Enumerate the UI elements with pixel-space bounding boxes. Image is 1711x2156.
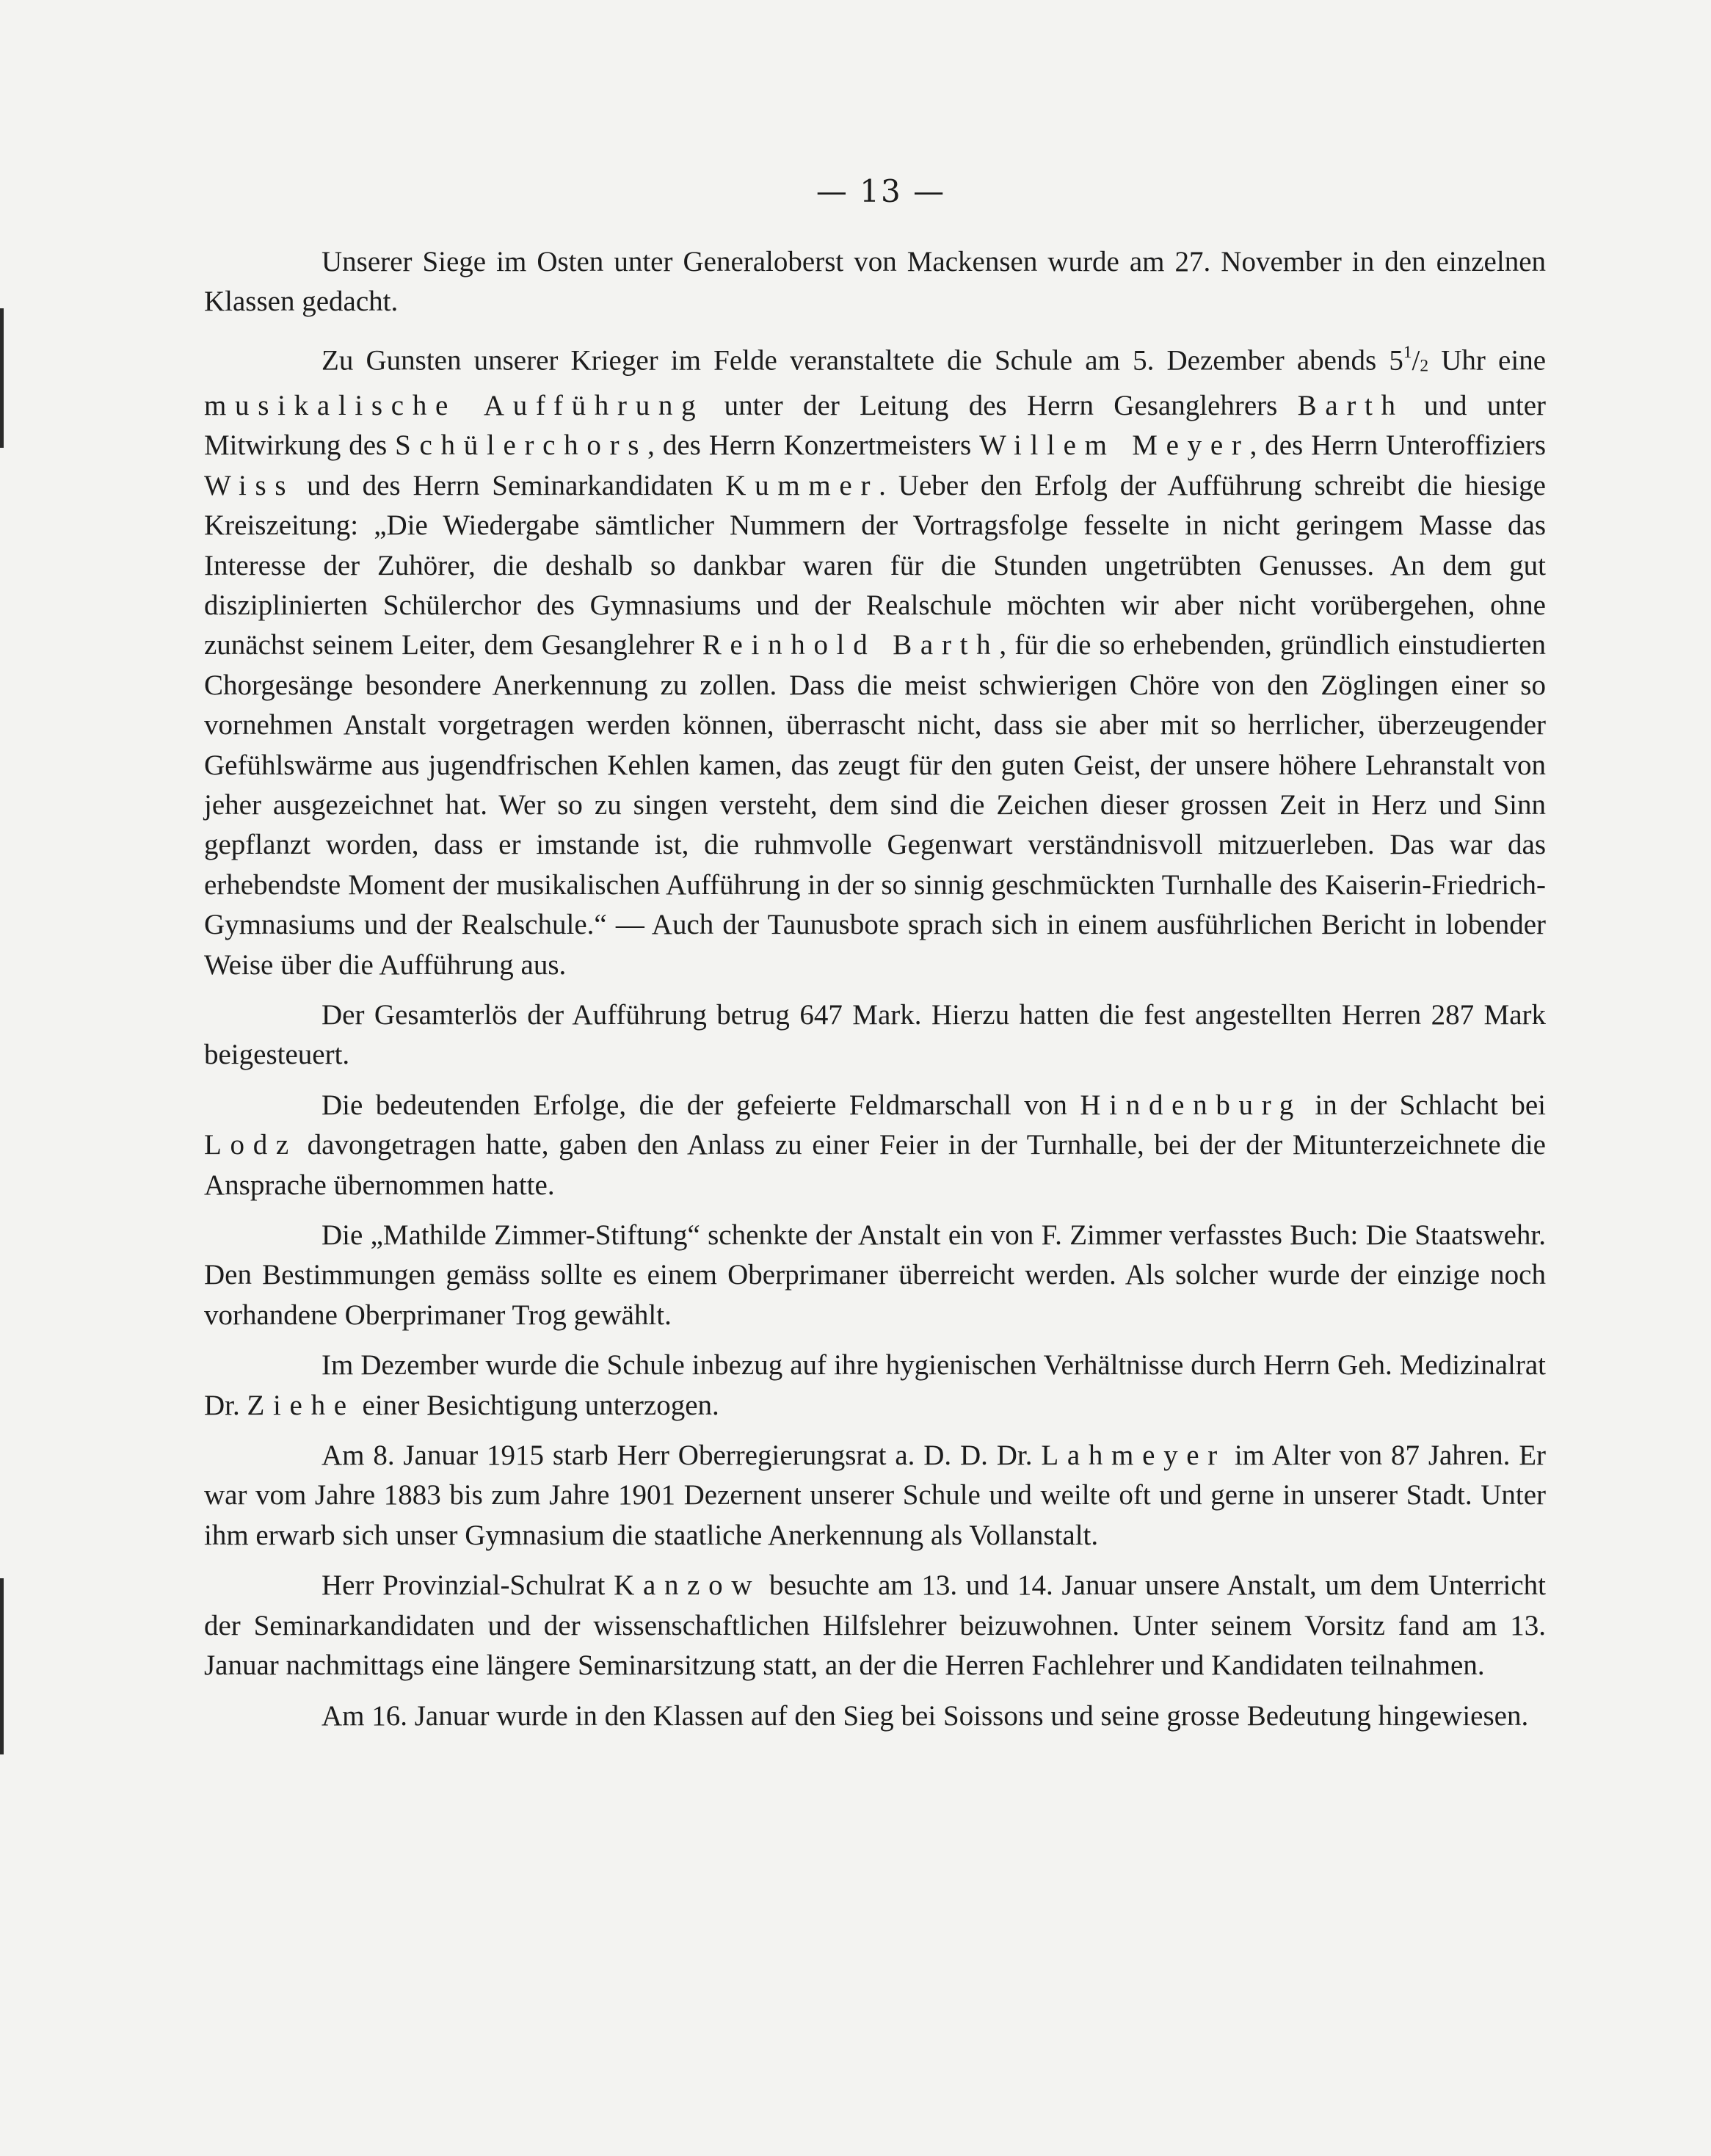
text-run: Der Gesamterlös der Aufführung betrug 647 Mark. Hierzu hatten die fest angestellten Herren 287 Mark beigesteuert. xyxy=(204,999,1546,1071)
paragraph xyxy=(204,1346,1546,1426)
fraction-denominator: 2 xyxy=(1420,356,1429,376)
text-run: Die bedeutenden Erfolge, die der gefeierte Feldmarschall von xyxy=(322,1089,1080,1121)
text-run: im Alter von 87 Jahren. Er war vom Jahre 1883 bis zum Jahre 1901 Dezernent unserer Schule und weilte oft und gerne in unserer Stadt. Unter ihm erwarb sich unser Gymnasium die staatliche Anerkennung als Vollanstalt. xyxy=(204,1440,1546,1551)
text-run: Am 16. Januar wurde in den Klassen auf den Sieg bei Soissons und seine grosse Bedeutung hingewiesen. xyxy=(322,1699,1529,1732)
text-run: Uhr eine xyxy=(1428,344,1547,377)
paragraph xyxy=(204,242,1546,322)
paragraph xyxy=(204,1086,1546,1205)
binding-mark xyxy=(0,1578,4,1754)
binding-mark xyxy=(0,308,4,448)
text-run: , für die so erhebenden, gründlich einstudierten Chorgesänge besondere Anerkennung zu zollen. Dass die meist schwierigen Chöre von den Zöglingen einer so vornehmen Anstalt vorgetragen werden können, überrascht nicht, dass sie aber mit so herrlicher, überzeugender Gefühlswärme aus jugendfrischen Kehlen kamen, das zeugt für den guten Geist, der unsere höhere Lehranstalt von jeher ausgezeichnet hat. Wer so zu singen versteht, dem sind die Zeichen dieser grossen Zeit in Herz und Sinn gepflanzt worden, dass er imstande ist, die ruhmvolle Gegenwart verständnisvoll mitzuerleben. Das war das erhebendste Moment der musikalischen Aufführung in der so sinnig geschmückten Turnhalle des Kaiserin-Friedrich-Gymnasiums und der Realschule.“ — Auch der Taunusbote sprach sich in einem ausführlichen Bericht in lobender Weise über die Aufführung aus. xyxy=(204,629,1546,981)
emphasized-name: Willem Meyer xyxy=(979,429,1250,462)
text-run: Die „Mathilde Zimmer-Stiftung“ schenkte der Anstalt ein von F. Zimmer verfasstes Buch: Die Staatswehr. Den Bestimmungen gemäss sollte es einem Oberprimaner überreicht werden. Als solcher wurde der einzige noch vorhandene Oberprimaner Trog gewählt. xyxy=(204,1219,1546,1331)
emphasized-name: Wiss xyxy=(204,469,295,501)
text-run: einer Besichtigung unterzogen. xyxy=(355,1389,719,1421)
paragraph xyxy=(204,1216,1546,1335)
page-number: — 13 — xyxy=(815,173,946,209)
text-run: davongetragen hatte, gaben den Anlass zu einer Feier in der Turnhalle, bei der der Mitunterzeichnete die Ansprache übernommen hatte. xyxy=(204,1129,1546,1201)
emphasized-name: Schülerchors xyxy=(395,429,648,462)
emphasized-name: Kummer xyxy=(725,469,879,501)
text-run: Im Dezember wurde die Schule inbezug auf ihre hygienischen Verhältnisse durch Herrn Geh. Medizinalrat Dr. xyxy=(204,1349,1546,1421)
emphasized-name: Reinhold Barth xyxy=(702,629,1000,661)
emphasized-name: Ziehe xyxy=(247,1389,355,1421)
paragraph xyxy=(204,333,1546,985)
paragraph xyxy=(204,1436,1546,1556)
text-run: , des Herrn Unteroffiziers xyxy=(1249,429,1546,462)
text-run: , des Herrn Konzertmeisters xyxy=(647,429,980,462)
emphasized-name: Barth xyxy=(1297,389,1404,421)
emphasized-name: Kanzow xyxy=(614,1569,761,1602)
paragraph xyxy=(204,995,1546,1075)
text-run: besuchte am 13. und 14. Januar unsere Anstalt, um dem Unterricht der Seminarkandidaten und der wissenschaftlichen Hilfslehrer beizuwohnen. Unter seinem Vorsitz fand am 13. Januar nachmittags eine längere Seminarsitzung statt, an der die Herren Fachlehrer und Kandidaten teilnahmen. xyxy=(204,1569,1546,1682)
text-run: Am 8. Januar 1915 starb Herr Oberregierungsrat a. D. D. Dr. xyxy=(322,1440,1042,1472)
text-run: und unter Mitwirkung des xyxy=(204,389,1546,462)
paragraph xyxy=(204,1696,1546,1736)
text-run: Zu Gunsten unserer Krieger im Felde veranstaltete die Schule am 5. Dezember abends 5 xyxy=(322,344,1403,377)
text-run: und des Herrn Seminarkandidaten xyxy=(294,469,726,501)
text-run: . Ueber den Erfolg der Aufführung schreibt die hiesige Kreiszeitung: „Die Wiedergabe sämtlicher Nummern der Vortragsfolge fesselte in nicht geringem Masse das Interesse der Zuhörer, die deshalb so dankbar waren für die Stunden ungetrübten Genusses. An dem gut disziplinierten Schülerchor des Gymnasiums und der Realschule möchten wir aber nicht vorübergehen, ohne zunächst seinem Leiter, dem Gesanglehrer xyxy=(204,469,1546,661)
text-run: Herr Provinzial-Schulrat xyxy=(322,1569,614,1602)
document-body xyxy=(204,242,1546,1746)
emphasized-name: Hindenburg xyxy=(1080,1089,1302,1121)
emphasized-name: Lahmeyer xyxy=(1041,1440,1226,1472)
text-run: in der Schlacht bei xyxy=(1301,1089,1547,1121)
text-run: Unserer Siege im Osten unter Generaloberst von Mackensen wurde am 27. November in den einzelnen Klassen gedacht. xyxy=(204,246,1546,318)
emphasized-name: musikalische Aufführung xyxy=(204,389,705,421)
fraction-numerator: 1 xyxy=(1403,342,1412,362)
text-run: / xyxy=(1412,344,1420,377)
emphasized-name: Lodz xyxy=(204,1129,297,1161)
paragraph xyxy=(204,1566,1546,1685)
text-run: unter der Leitung des Herrn Gesanglehrers xyxy=(704,389,1298,421)
